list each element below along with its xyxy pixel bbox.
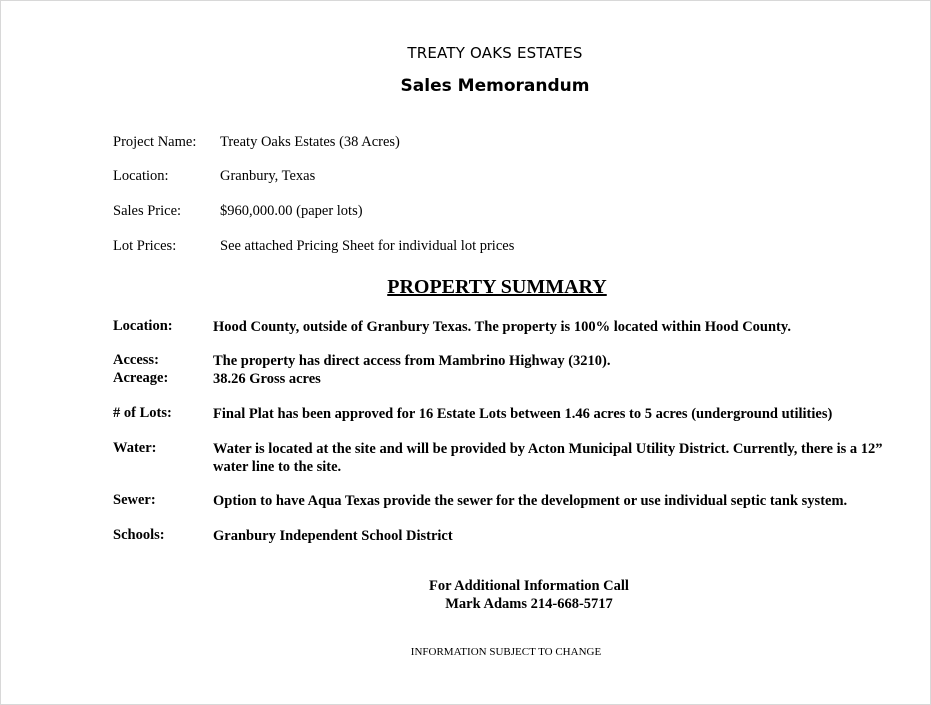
field-value: Hood County, outside of Granbury Texas. The property is 100% located within Hood County.: [213, 319, 791, 335]
contact-line-1: For Additional Information Call: [429, 578, 629, 594]
field-label: Access:: [113, 352, 159, 368]
field-label: # of Lots:: [113, 405, 172, 421]
document-title: TREATY OAKS ESTATES: [407, 44, 583, 62]
field-value: Granbury Independent School District: [213, 528, 453, 544]
contact-line-2: Mark Adams 214-668-5717: [445, 596, 613, 612]
field-label: Lot Prices:: [113, 238, 177, 254]
field-label: Schools:: [113, 527, 165, 543]
disclaimer: INFORMATION SUBJECT TO CHANGE: [410, 646, 602, 658]
field-value: 38.26 Gross acres: [213, 371, 321, 387]
field-value: Final Plat has been approved for 16 Estate Lots between 1.46 acres to 5 acres (underground utilities): [213, 406, 833, 422]
field-label: Sewer:: [113, 492, 156, 508]
field-value: Treaty Oaks Estates (38 Acres): [220, 134, 400, 150]
field-label: Sales Price:: [113, 203, 182, 219]
field-value: Option to have Aqua Texas provide the sewer for the development or use individual septic tank system.: [213, 493, 848, 509]
field-value: $960,000.00 (paper lots): [220, 203, 363, 219]
document-subtitle: Sales Memorandum: [400, 76, 590, 96]
field-value: See attached Pricing Sheet for individual lot prices: [220, 238, 515, 254]
field-value: Granbury, Texas: [220, 168, 316, 184]
field-value: Water is located at the site and will be provided by Acton Municipal Utility District. Currently, there is a 12” water line to the site.: [213, 441, 883, 475]
field-label: Acreage:: [113, 370, 169, 386]
field-label: Water:: [113, 440, 157, 456]
field-label: Location:: [113, 168, 169, 184]
field-label: Location:: [113, 318, 173, 334]
property-summary-heading: PROPERTY SUMMARY: [387, 276, 607, 298]
field-value: The property has direct access from Mambrino Highway (3210).: [213, 353, 611, 369]
field-label: Project Name:: [113, 134, 197, 150]
